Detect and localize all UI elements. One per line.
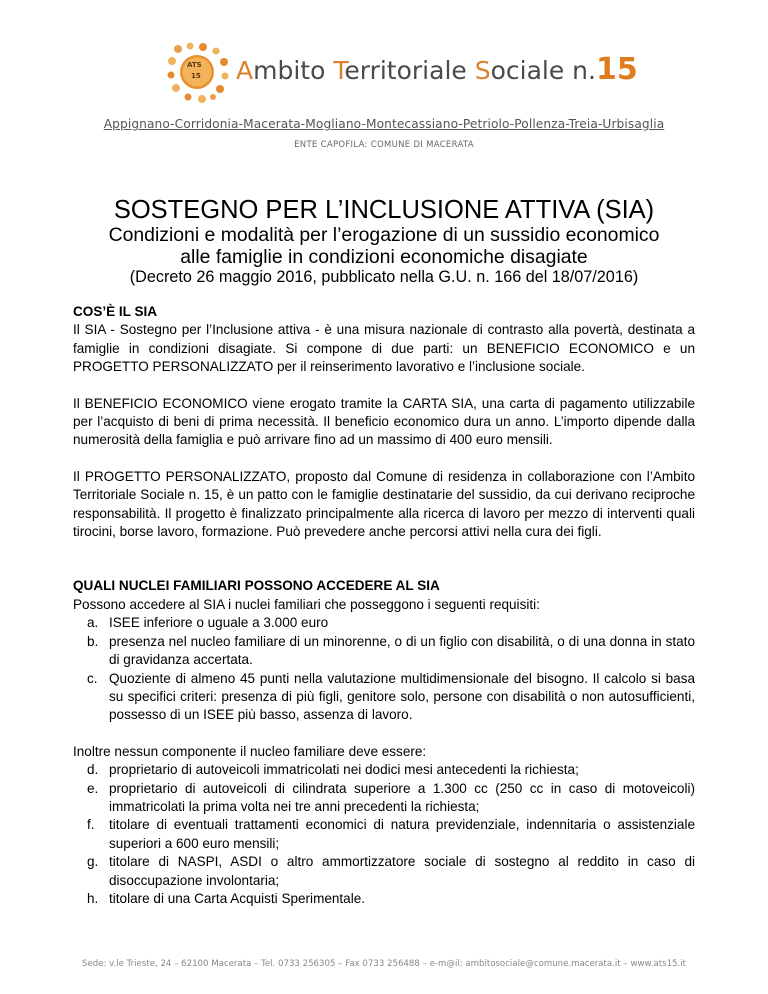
lead-entity: ENTE CAPOFILA: COMUNE DI MACERATA <box>294 140 474 150</box>
list-item: c. Quoziente di almeno 45 punti nella valutazione multidimensionale del bisogno. Il calcolo si basa su specifici criteri: presenza di più figli, genitore solo, persone con disabilità o non autosufficienti, possesso di un ISEE più basso, assenza di lavoro. <box>87 670 695 723</box>
subtitle-line-1: Condizioni e modalità per l’erogazione di un sussidio economico <box>108 224 660 246</box>
org-title-initial: A <box>236 56 254 85</box>
document-title: SOSTEGNO PER L’INCLUSIONE ATTIVA (SIA) <box>113 196 655 224</box>
org-title-text: erritoriale <box>344 56 475 85</box>
org-number: 15 <box>595 52 638 87</box>
logo-text-top: ATS <box>187 61 202 69</box>
org-title <box>236 52 638 87</box>
subtitle-line-2: alle famiglie in condizioni economiche disagiate <box>180 246 588 268</box>
org-title-text: ociale n. <box>490 56 596 85</box>
list-item: b. presenza nel nucleo familiare di un minorenne, o di un figlio con disabilità, o di una donna in stato di gravidanza accertata. <box>87 633 695 668</box>
list-item: h. titolare di una Carta Acquisti Sperimentale. <box>87 890 366 906</box>
ats-logo <box>166 42 236 104</box>
municipalities-list: Appignano-Corridonia-Macerata-Mogliano-Montecassiano-Petriolo-Pollenza-Treia-Urbisaglia <box>103 117 665 131</box>
logo-orange-circles-icon <box>166 42 236 104</box>
org-title-initial: S <box>474 56 491 85</box>
document-body <box>73 303 695 908</box>
paragraph-economic-benefit: Il BENEFICIO ECONOMICO viene erogato tramite la CARTA SIA, una carta di pagamento utilizzabile per l’acquisto di beni di prima necessità. Il beneficio economico dura un anno. L’importo dipende dalla numerosità della famiglia e può arrivare fino ad un massimo di 400 euro mensili. <box>73 395 695 448</box>
org-title-initial: T <box>333 56 345 85</box>
list-item: a. ISEE inferiore o uguale a 3.000 euro <box>87 615 329 631</box>
section-heading-eligibility: QUALI NUCLEI FAMILIARI POSSONO ACCEDERE AL SIA <box>73 578 440 594</box>
org-title-text: mbito <box>253 56 334 85</box>
logo-text-bottom: 15 <box>191 72 201 80</box>
list-item: e. proprietario di autoveicoli di cilindrata superiore a 1.300 cc (250 cc in caso di motoveicoli) immatricolati la prima volta nei tre anni precedenti la richiesta; <box>87 780 695 814</box>
document-subtitle <box>0 224 768 268</box>
list-item: g. titolare di NASPI, ASDI o altro ammortizzatore sociale di sostegno al reddito in caso di disoccupazione involontaria; <box>87 854 695 888</box>
list-item: d. proprietario di autoveicoli immatricolati nei dodici mesi antecedenti la richiesta; <box>87 762 579 778</box>
list-item: f. titolare di eventuali trattamenti economici di natura previdenziale, indennitaria o assistenziale superiori a 600 euro mensili; <box>87 817 695 851</box>
paragraph-requirements-intro: Possono accedere al SIA i nuclei familiari che posseggono i seguenti requisiti: <box>73 596 540 612</box>
decree-reference: (Decreto 26 maggio 2016, pubblicato nella G.U. n. 166 del 18/07/2016) <box>129 268 639 286</box>
requirements-list <box>73 614 695 724</box>
section-heading-what-is-sia: COS’È IL SIA <box>73 304 158 319</box>
paragraph-personalized-project: Il PROGETTO PERSONALIZZATO, proposto dal Comune di residenza in collaborazione con l’Ambito Territoriale Sociale n. 15, è un patto con le famiglie destinatarie del sussidio, da cui derivano reciproche responsabilità. Il progetto è finalizzato principalmente alla ricerca di lavoro per mezzo di interventi quali tirocini, borse lavoro, formazione. Può prevedere anche percorsi attivi nella cura dei figli. <box>73 468 695 540</box>
exclusions-list <box>73 761 695 908</box>
paragraph-exclusions-intro: Inoltre nessun componente il nucleo familiare deve essere: <box>73 743 427 759</box>
paragraph-sia-description: Il SIA - Sostegno per l’Inclusione attiva - è una misura nazionale di contrasto alla povertà, destinata a famiglie in condizioni disagiate. Si compone di due parti: un BENEFICIO ECONOMICO e un PROGETTO PERSONALIZZATO per il reinserimento lavorativo e l’inclusione sociale. <box>73 322 695 375</box>
page-footer: Sede: v.le Trieste, 24 – 62100 Macerata – Tel. 0733 256305 – Fax 0733 256488 – e-m@il: ambitosociale@comune.macerata.it – www.ats15.it <box>81 959 687 969</box>
